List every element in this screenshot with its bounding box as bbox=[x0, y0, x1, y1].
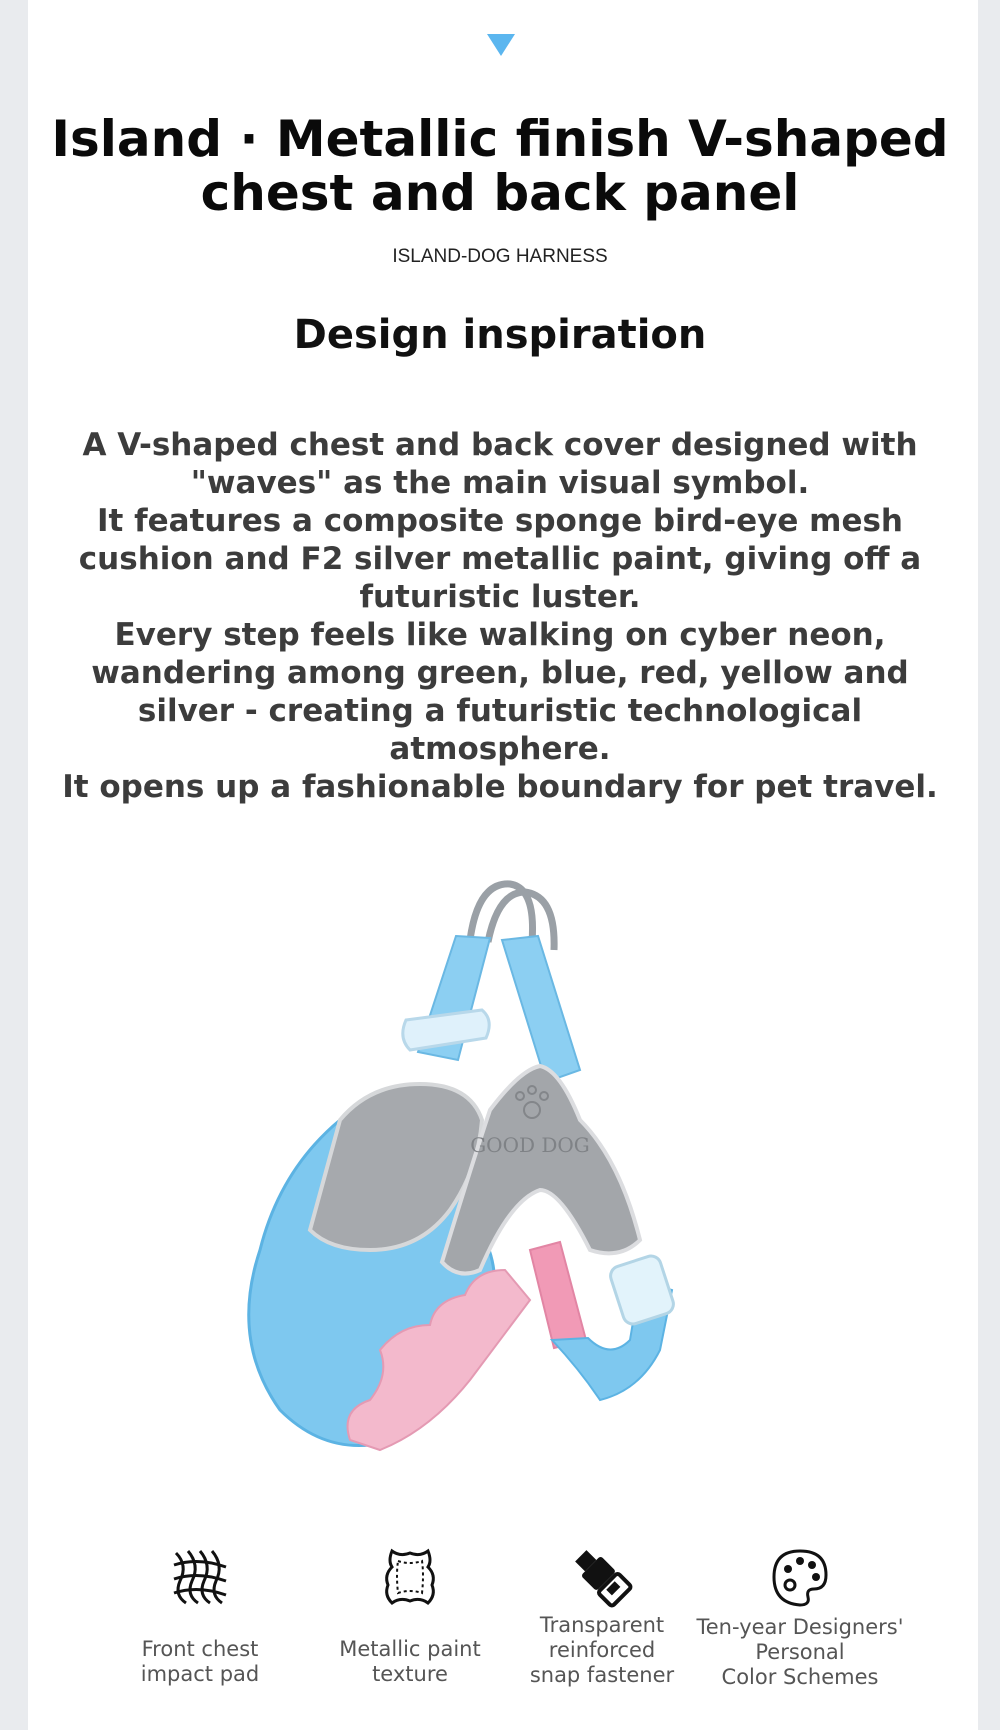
feature-item bbox=[90, 1545, 310, 1686]
color-palette-icon bbox=[768, 1545, 832, 1609]
inspiration-paragraph: It features a composite sponge bird-eye mesh cushion and F2 silver metallic paint, giving off a futuristic luster. bbox=[78, 503, 922, 615]
title-line-2: chest and back panel bbox=[200, 164, 800, 222]
feature-label: Front chest impact pad bbox=[140, 1637, 260, 1686]
feature-item bbox=[690, 1545, 910, 1689]
leather-hide-icon bbox=[378, 1545, 442, 1609]
right-top-strap bbox=[502, 936, 580, 1082]
good-dog-badge: GOOD DOG bbox=[470, 1133, 590, 1157]
inspiration-paragraph: A V-shaped chest and back cover designed with "waves" as the main visual symbol. bbox=[82, 427, 918, 501]
woven-fabric-icon bbox=[168, 1545, 232, 1609]
inspiration-text bbox=[40, 426, 960, 806]
pink-strap bbox=[530, 1242, 586, 1348]
section-heading: Design inspiration bbox=[293, 312, 707, 358]
feature-list bbox=[90, 1545, 950, 1725]
inspiration-paragraph: Every step feels like walking on cyber neon, wandering among green, blue, red, yellow and silver - creating a futuristic technological atmosphere. bbox=[91, 617, 909, 767]
clear-clip bbox=[403, 1010, 489, 1050]
buckle-fastener-icon bbox=[570, 1545, 634, 1609]
title-line-1: Island · Metallic finish V-shaped bbox=[51, 110, 949, 168]
product-subtitle: ISLAND-DOG HARNESS bbox=[392, 246, 608, 267]
inspiration-paragraph: It opens up a fashionable boundary for pet travel. bbox=[62, 769, 938, 805]
down-arrow-icon bbox=[487, 34, 515, 56]
feature-label: Ten-year Designers' Personal Color Schemes bbox=[696, 1615, 904, 1689]
feature-item bbox=[300, 1545, 520, 1686]
feature-item bbox=[492, 1545, 712, 1687]
feature-label: Transparent reinforced snap fastener bbox=[529, 1613, 675, 1687]
feature-label: Metallic paint texture bbox=[339, 1637, 481, 1686]
page-title bbox=[0, 112, 1000, 220]
harness-product-image bbox=[220, 870, 760, 1470]
